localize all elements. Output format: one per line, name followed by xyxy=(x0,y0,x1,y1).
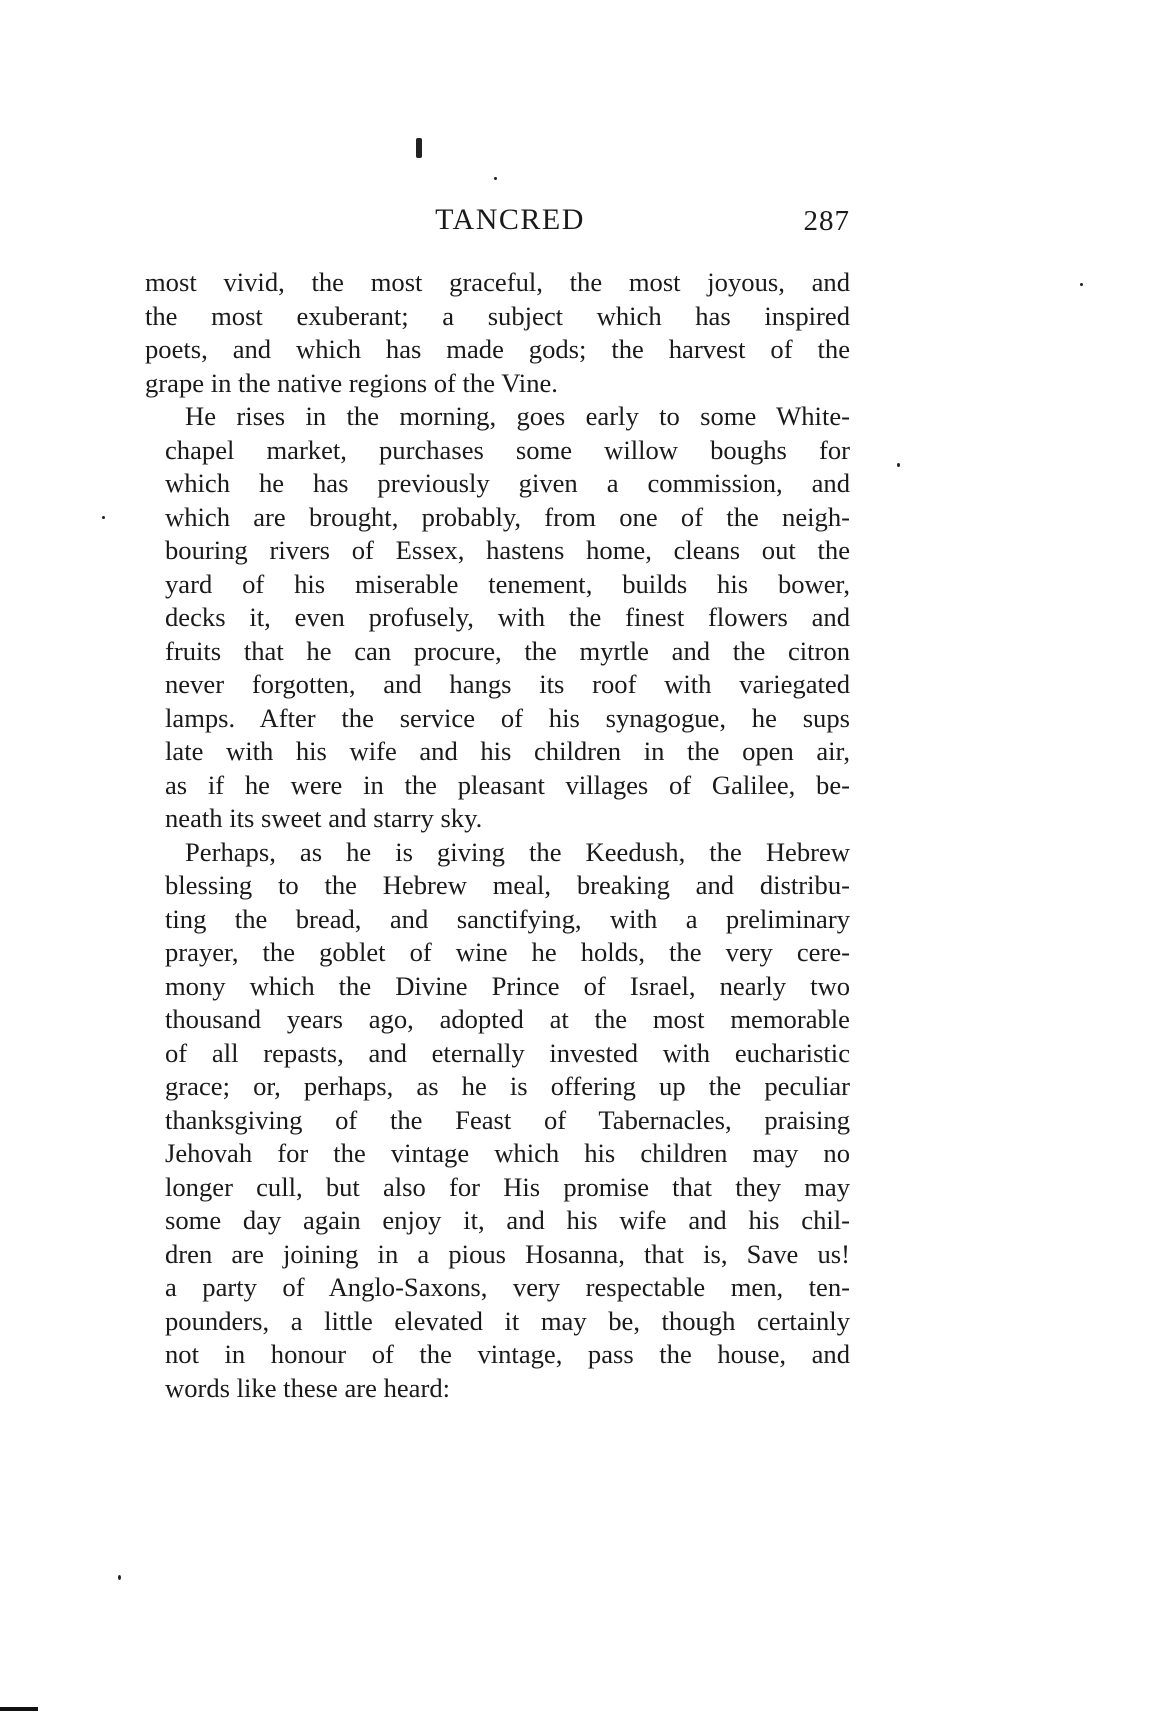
text-line: He rises in the morning, goes early to some White- xyxy=(185,401,850,431)
text-line: grape in the native regions of the Vine. xyxy=(145,367,558,398)
text-line: Perhaps, as he is giving the Keedush, the Hebrew xyxy=(185,836,850,867)
text-line: words like these are heard: xyxy=(165,1372,451,1403)
running-header xyxy=(145,203,850,243)
text-line: which he has previously given a commission, and xyxy=(165,468,850,498)
text-line: thanksgiving of the Feast of Tabernacles, praising xyxy=(165,1104,850,1135)
body-text xyxy=(145,266,850,1405)
ink-speck xyxy=(416,138,422,158)
text-line: yard of his miserable tenement, builds his bower, xyxy=(165,568,850,599)
text-line: thousand years ago, adopted at the most memorable xyxy=(165,1004,850,1034)
page-number: 287 xyxy=(803,205,850,237)
text-line: some day again enjoy it, and his wife and his chil- xyxy=(165,1205,850,1235)
text-line: Jehovah for the vintage which his children may no xyxy=(165,1138,850,1168)
text-line: not in honour of the vintage, pass the house, and xyxy=(165,1339,850,1369)
text-line: of all repasts, and eternally invested with eucharistic xyxy=(165,1037,850,1068)
text-line: pounders, a little elevated it may be, though certainly xyxy=(165,1305,850,1336)
text-line: neath its sweet and starry sky. xyxy=(165,803,483,833)
binding-edge-mark xyxy=(0,1707,38,1711)
text-line: the most exuberant; a subject which has inspired xyxy=(145,300,850,331)
text-line: blessing to the Hebrew meal, breaking and distribu- xyxy=(165,870,850,900)
ink-speck xyxy=(494,177,497,180)
text-line: fruits that he can procure, the myrtle and the citron xyxy=(165,635,850,666)
text-line: most vivid, the most graceful, the most joyous, and xyxy=(145,267,850,297)
text-line: decks it, even profusely, with the finest flowers and xyxy=(165,602,850,632)
ink-speck xyxy=(102,516,105,519)
text-line: never forgotten, and hangs its roof with variegated xyxy=(165,669,850,699)
paragraph-2 xyxy=(145,400,850,836)
paragraph-3 xyxy=(145,836,850,1406)
text-line: late with his wife and his children in the open air, xyxy=(165,736,850,766)
text-line: which are brought, probably, from one of the neigh- xyxy=(165,501,850,532)
running-title: TANCRED xyxy=(435,203,585,236)
text-line: as if he were in the pleasant villages of Galilee, be- xyxy=(165,769,850,800)
text-line: poets, and which has made gods; the harvest of the xyxy=(145,334,850,364)
text-line: dren are joining in a pious Hosanna, that is, Save us! xyxy=(165,1238,850,1269)
ink-speck xyxy=(118,1575,121,1580)
text-line: lamps. After the service of his synagogue, he sups xyxy=(165,702,850,733)
ink-speck xyxy=(1080,283,1083,286)
text-line: longer cull, but also for His promise that they may xyxy=(165,1171,850,1202)
text-line: chapel market, purchases some willow boughs for xyxy=(165,434,850,465)
text-line: ting the bread, and sanctifying, with a preliminary xyxy=(165,903,850,934)
text-line: prayer, the goblet of wine he holds, the very cere- xyxy=(165,937,850,967)
text-line: grace; or, perhaps, as he is offering up the peculiar xyxy=(165,1071,850,1101)
text-line: bouring rivers of Essex, hastens home, cleans out the xyxy=(165,535,850,565)
text-line: mony which the Divine Prince of Israel, nearly two xyxy=(165,970,850,1001)
paragraph-1 xyxy=(145,266,850,400)
text-line: a party of Anglo-Saxons, very respectable men, ten- xyxy=(165,1272,850,1302)
ink-speck xyxy=(897,463,900,467)
